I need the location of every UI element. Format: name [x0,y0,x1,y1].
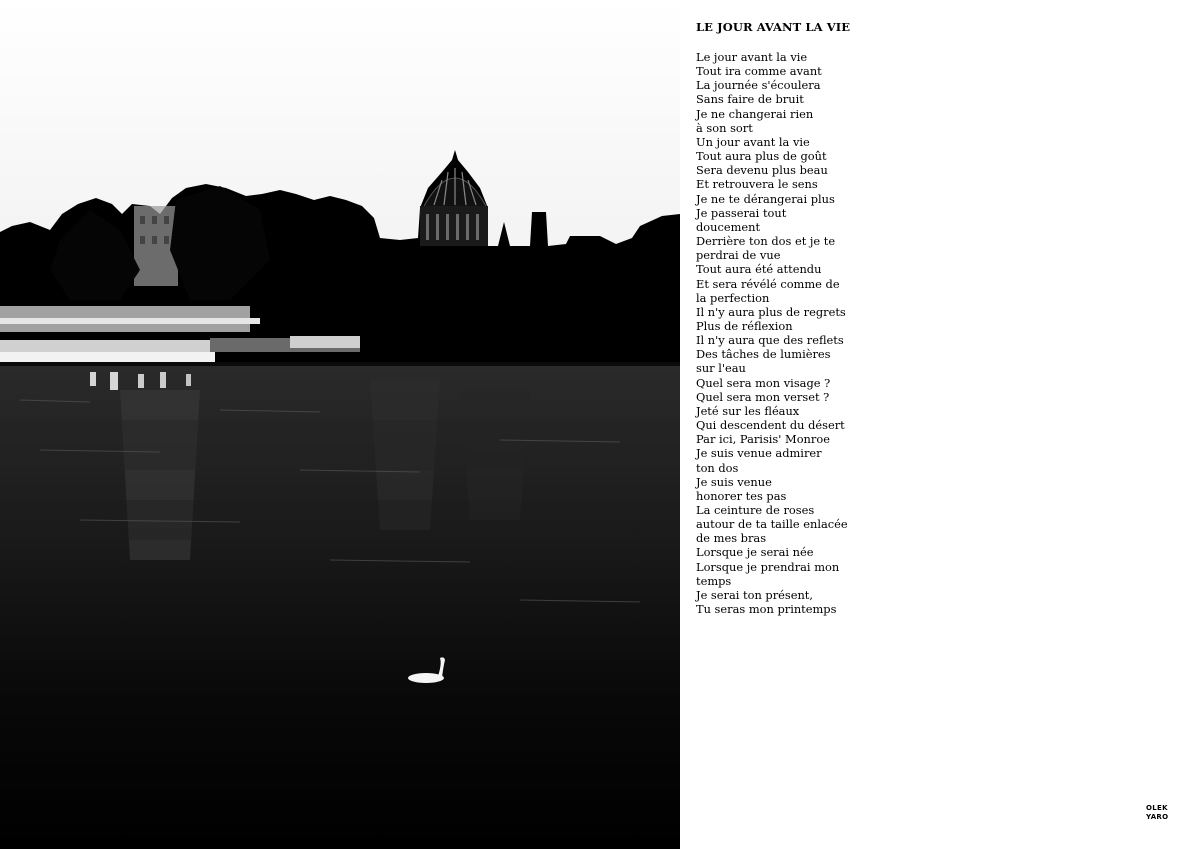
poem-line: La journée s'écoulera [696,78,821,93]
poem-line: Des tâches de lumières [696,347,831,362]
poem-title: LE JOUR AVANT LA VIE [696,20,851,34]
poem-lines [696,50,876,616]
signature-line-1: OLEK [1146,804,1168,812]
poem-line: Il n'y aura que des reflets [696,333,844,348]
poem-line: Tout aura plus de goût [696,149,827,164]
poem-line: de mes bras [696,531,767,546]
poem-line: Tout ira comme avant [696,64,822,79]
poem-line: Par ici, Parisis' Monroe [696,432,830,447]
poem-line: Tout aura été attendu [696,262,822,277]
poem-line: Derrière ton dos et je te [696,234,836,249]
poem-line: à son sort [696,120,753,135]
poem-line: Je ne changerai rien [696,106,814,121]
poem-line: Lorsque je prendrai mon [696,559,840,574]
poem-line: Il n'y aura plus de regrets [696,304,846,319]
poem-line: Quel sera mon verset ? [696,389,830,404]
poem-line: autour de ta taille enlacée [696,517,848,532]
poem-line: Sera devenu plus beau [696,163,828,178]
signature-line-2: YARO [1146,813,1169,821]
poem-line: Quel sera mon visage ? [696,375,831,390]
poem-line: Je serai ton présent, [696,587,814,602]
poem-line: Je ne te dérangerai plus [696,191,835,206]
poem-line: doucement [696,219,761,234]
poem-line: ton dos [696,460,739,475]
poem-line: Qui descendent du désert [696,418,845,433]
poem-line: Un jour avant la vie [696,134,810,149]
poem-line: Jeté sur les fléaux [696,403,800,418]
poem-line: sur l'eau [696,361,746,376]
poem-line: Je passerai tout [696,205,787,220]
poem-line: Je suis venue admirer [696,446,822,461]
poem-line: Lorsque je serai née [696,545,814,560]
signature [1146,804,1168,822]
poem-line: Plus de réflexion [696,318,793,333]
poem-line: Tu seras mon printemps [696,602,837,617]
poem [696,20,876,616]
poem-line: Et sera révélé comme de [696,276,840,291]
poem-line: La ceinture de roses [696,503,815,517]
poem-line: Le jour avant la vie [696,50,808,64]
poem-line: Sans faire de bruit [696,92,804,107]
poem-line: honorer tes pas [696,488,787,503]
poem-line: temps [696,573,732,588]
poem-line: la perfection [696,290,770,305]
poem-line: perdrai de vue [696,248,781,263]
poem-line: Je suis venue [696,474,772,489]
poem-line: Et retrouvera le sens [696,177,818,192]
